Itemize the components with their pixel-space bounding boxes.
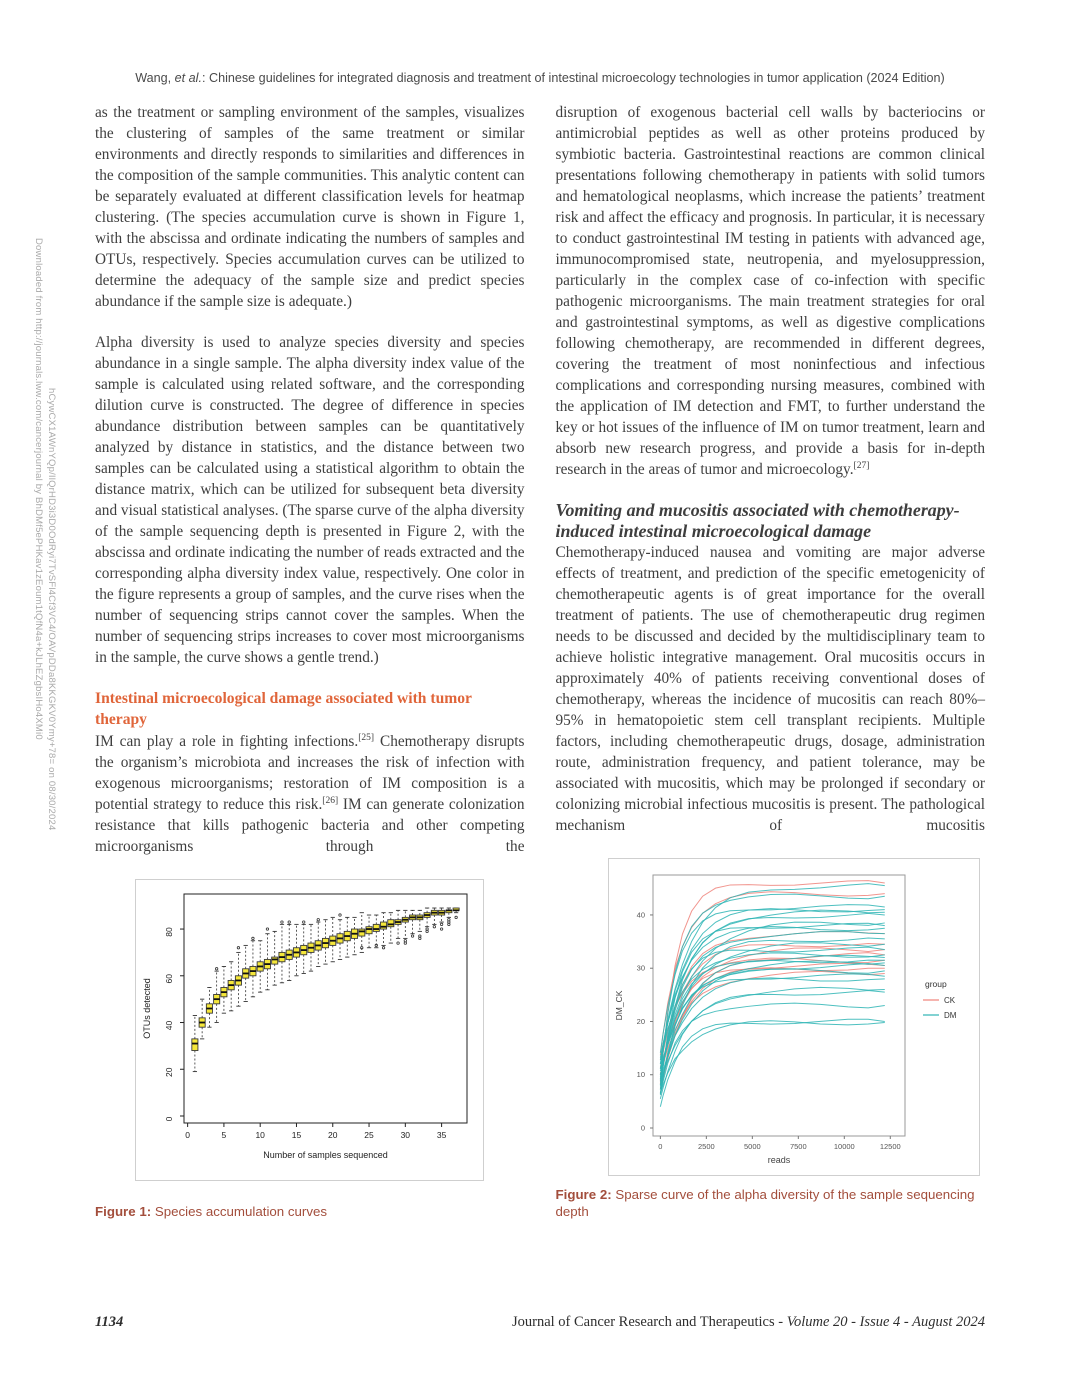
right-column — [556, 102, 986, 1220]
svg-text:reads: reads — [767, 1155, 790, 1165]
svg-text:40: 40 — [636, 910, 645, 920]
figure2-chart — [609, 859, 977, 1173]
figure1-caption-text: Species accumulation curves — [151, 1204, 328, 1219]
svg-text:20: 20 — [328, 1130, 338, 1140]
left-column — [95, 102, 525, 1220]
subsection-heading: Vomiting and mucositis associated with chemotherapy-induced intestinal microecological damage — [555, 500, 960, 541]
section-heading: Intestinal microecological damage associated with tumor therapy — [95, 690, 472, 728]
page-footer — [95, 1314, 985, 1331]
paragraph: Alpha diversity is used to analyze species diversity and species abundance in a single sample. The alpha diversity index value of the sample is calculated using related software, and the corresponding dilution curve is constructed. The degree of difference in species abundance distribution between samples can be quantitatively analyzed by distance in statistics, and the distance between two samples can be calculated using a statistical algorithm to obtain the distance matrix, which can be utilized for subsequent beta diversity and visual statistical analyses. (The sparse curve of the alpha diversity of the sample sequencing depth is presented in Figure 2, with the abscissa and ordinate indicating the number of reads extracted and the corresponding alpha diversity index value, respectively. One color in the figure represents a group of samples, and the curve rises when the number of sequencing strips cannot cover the samples. When the number of sequencing strips increases to cover most microorganisms in the sample, the curve shows a gentle trend.) — [95, 334, 525, 666]
svg-text:OTUs detected: OTUs detected — [142, 978, 152, 1039]
svg-text:60: 60 — [164, 974, 174, 984]
svg-text:12500: 12500 — [879, 1142, 901, 1151]
download-watermark-line2: hCywCX1AWnYQp/IlQrHD3i3D0OdRyi7TvSFl4Cf3VC4/OAVpDDa8KKGKV0Ymy+78= on 08/30/2024 — [46, 388, 57, 831]
svg-text:30: 30 — [636, 963, 645, 973]
journal-line — [512, 1314, 985, 1331]
figure1-caption-label: Figure 1: — [95, 1204, 152, 1219]
paragraph: Chemotherapy-induced nausea and vomiting are major adverse effects of treatment, and prediction of the specific emetogenicity of chemotherapeutic agents is of great importance for the overall treatment of patients. The use of chemotherapeutic drug regimen needs to be discussed and decided by the multidisciplinary team to achieve holistic integrative management. Oral mucositis occurs in approximately 40% of patients receiving conventional doses of chemotherapy, whereas the incidence of mucositis can reach 80%–95% in hematopoietic stem cell transplant recipients. Multiple factors, including chemotherapeutic drugs, dosage, administration route, administration frequency, and patient tolerance, may be associated with mucositis, which may be prolonged if secondary or colonizing microbial infectious mucositis is present. The pathological mechanism of mucositis — [555, 544, 985, 834]
paragraph: disruption of exogenous bacterial cell walls by bacteriocins or antimicrobial peptides as well as other proteins produced by symbiotic bacteria. Gastrointestinal reactions are common clinical presentations following chemotherapy in patients with solid tumors and hematological neoplasms, which increase the patients’ treatment risk and affect the efficacy and prognosis. In particular, it is necessary to conduct gastrointestinal IM testing in patients with advanced age, immunocompromised state, neutropenia, and myelosuppression, particularly in the complex case of co-infection with specific pathogenic microorganisms. The main treatment strategies for oral and gastrointestinal symptoms, as well as digestive complications following chemotherapy, are recommended in different degrees, covering the treatment of most noninfectious and infectious complications and corresponding nursing measures, combined with the application of IM detection and FMT, to further understand the key or hot issues of the influence of IM on tumor treatment, learn and absorb new research progress, and provide a basis for in-depth research in the areas of tumor and microecology.[27] — [555, 104, 985, 478]
figure2-caption-label: Figure 2: — [555, 1187, 612, 1202]
figure2-caption — [556, 1186, 986, 1220]
running-head — [95, 71, 985, 85]
svg-text:20: 20 — [636, 1016, 645, 1026]
figure2-caption-text: Sparse curve of the alpha diversity of the sample sequencing depth — [555, 1187, 975, 1219]
svg-text:CK: CK — [943, 996, 955, 1005]
figure1-chart — [136, 880, 481, 1178]
svg-text:0: 0 — [164, 1116, 174, 1122]
running-head-etal: et al. — [174, 71, 202, 85]
svg-text:80: 80 — [164, 927, 174, 937]
figure1-block — [95, 879, 525, 1220]
svg-text:0: 0 — [185, 1130, 190, 1140]
journal-issue: - Volume 20 - Issue 4 - August 2024 — [774, 1314, 985, 1330]
download-watermark-line1: Downloaded from http://journals.lww.com/cancerjournal by BhDMf5ePHKav1zEoum1tQfN4a+kJLhEZgbsIHo4XMi0 — [33, 238, 44, 740]
paragraph: as the treatment or sampling environment of the samples, visualizes the clustering of samples of the same treatment or similar environments and directly responds to similarities and differences in the composition of the sample communities. This analytic content can be separately evaluated at different classification levels for heatmap clustering. (The species accumulation curve is shown in Figure 1, with the abscissa and ordinate indicating the numbers of samples and OTUs, respectively. Species accumulation curves can be utilized to determine the adequacy of the sample size and predict species abundance if the sample size is adequate.) — [95, 104, 525, 310]
svg-text:0: 0 — [657, 1142, 662, 1151]
figure2-block — [556, 858, 986, 1220]
journal-name: Journal of Cancer Research and Therapeutics — [511, 1314, 775, 1330]
figure1-caption — [95, 1203, 525, 1220]
svg-text:20: 20 — [164, 1067, 174, 1077]
running-head-authors: Wang, — [135, 71, 175, 85]
svg-text:5000: 5000 — [743, 1142, 761, 1151]
svg-text:2500: 2500 — [697, 1142, 715, 1151]
svg-text:10: 10 — [636, 1070, 645, 1080]
svg-text:0: 0 — [640, 1123, 645, 1133]
svg-text:10000: 10000 — [833, 1142, 855, 1151]
svg-text:10: 10 — [255, 1130, 265, 1140]
svg-text:DM: DM — [943, 1011, 956, 1020]
svg-text:40: 40 — [164, 1020, 174, 1031]
svg-text:Number of samples sequenced: Number of samples sequenced — [263, 1150, 388, 1160]
svg-text:15: 15 — [291, 1130, 302, 1140]
figure1-image — [135, 879, 484, 1181]
svg-text:5: 5 — [221, 1130, 227, 1140]
svg-text:35: 35 — [436, 1130, 447, 1140]
paragraph: IM can play a role in fighting infections.[25] Chemotherapy disrupts the organism’s microbiota and increases the risk of infection with exogenous microorganisms; restoration of IM composition is a potential strategy to reduce this risk.[26] IM can generate colonization resistance that kills pathogenic bacteria and other competing microorganisms through the — [95, 732, 525, 855]
page-number: 1134 — [95, 1314, 124, 1330]
svg-text:30: 30 — [400, 1130, 411, 1140]
svg-text:group: group — [924, 979, 947, 989]
svg-text:25: 25 — [364, 1130, 374, 1140]
article-body — [95, 102, 985, 1220]
figure2-image — [608, 858, 980, 1176]
svg-text:DM_CK: DM_CK — [613, 990, 624, 1021]
running-head-title: : Chinese guidelines for integrated diagnosis and treatment of intestinal microecology technologies in tumor application (2024 Edition) — [201, 71, 945, 85]
svg-text:7500: 7500 — [789, 1142, 807, 1151]
